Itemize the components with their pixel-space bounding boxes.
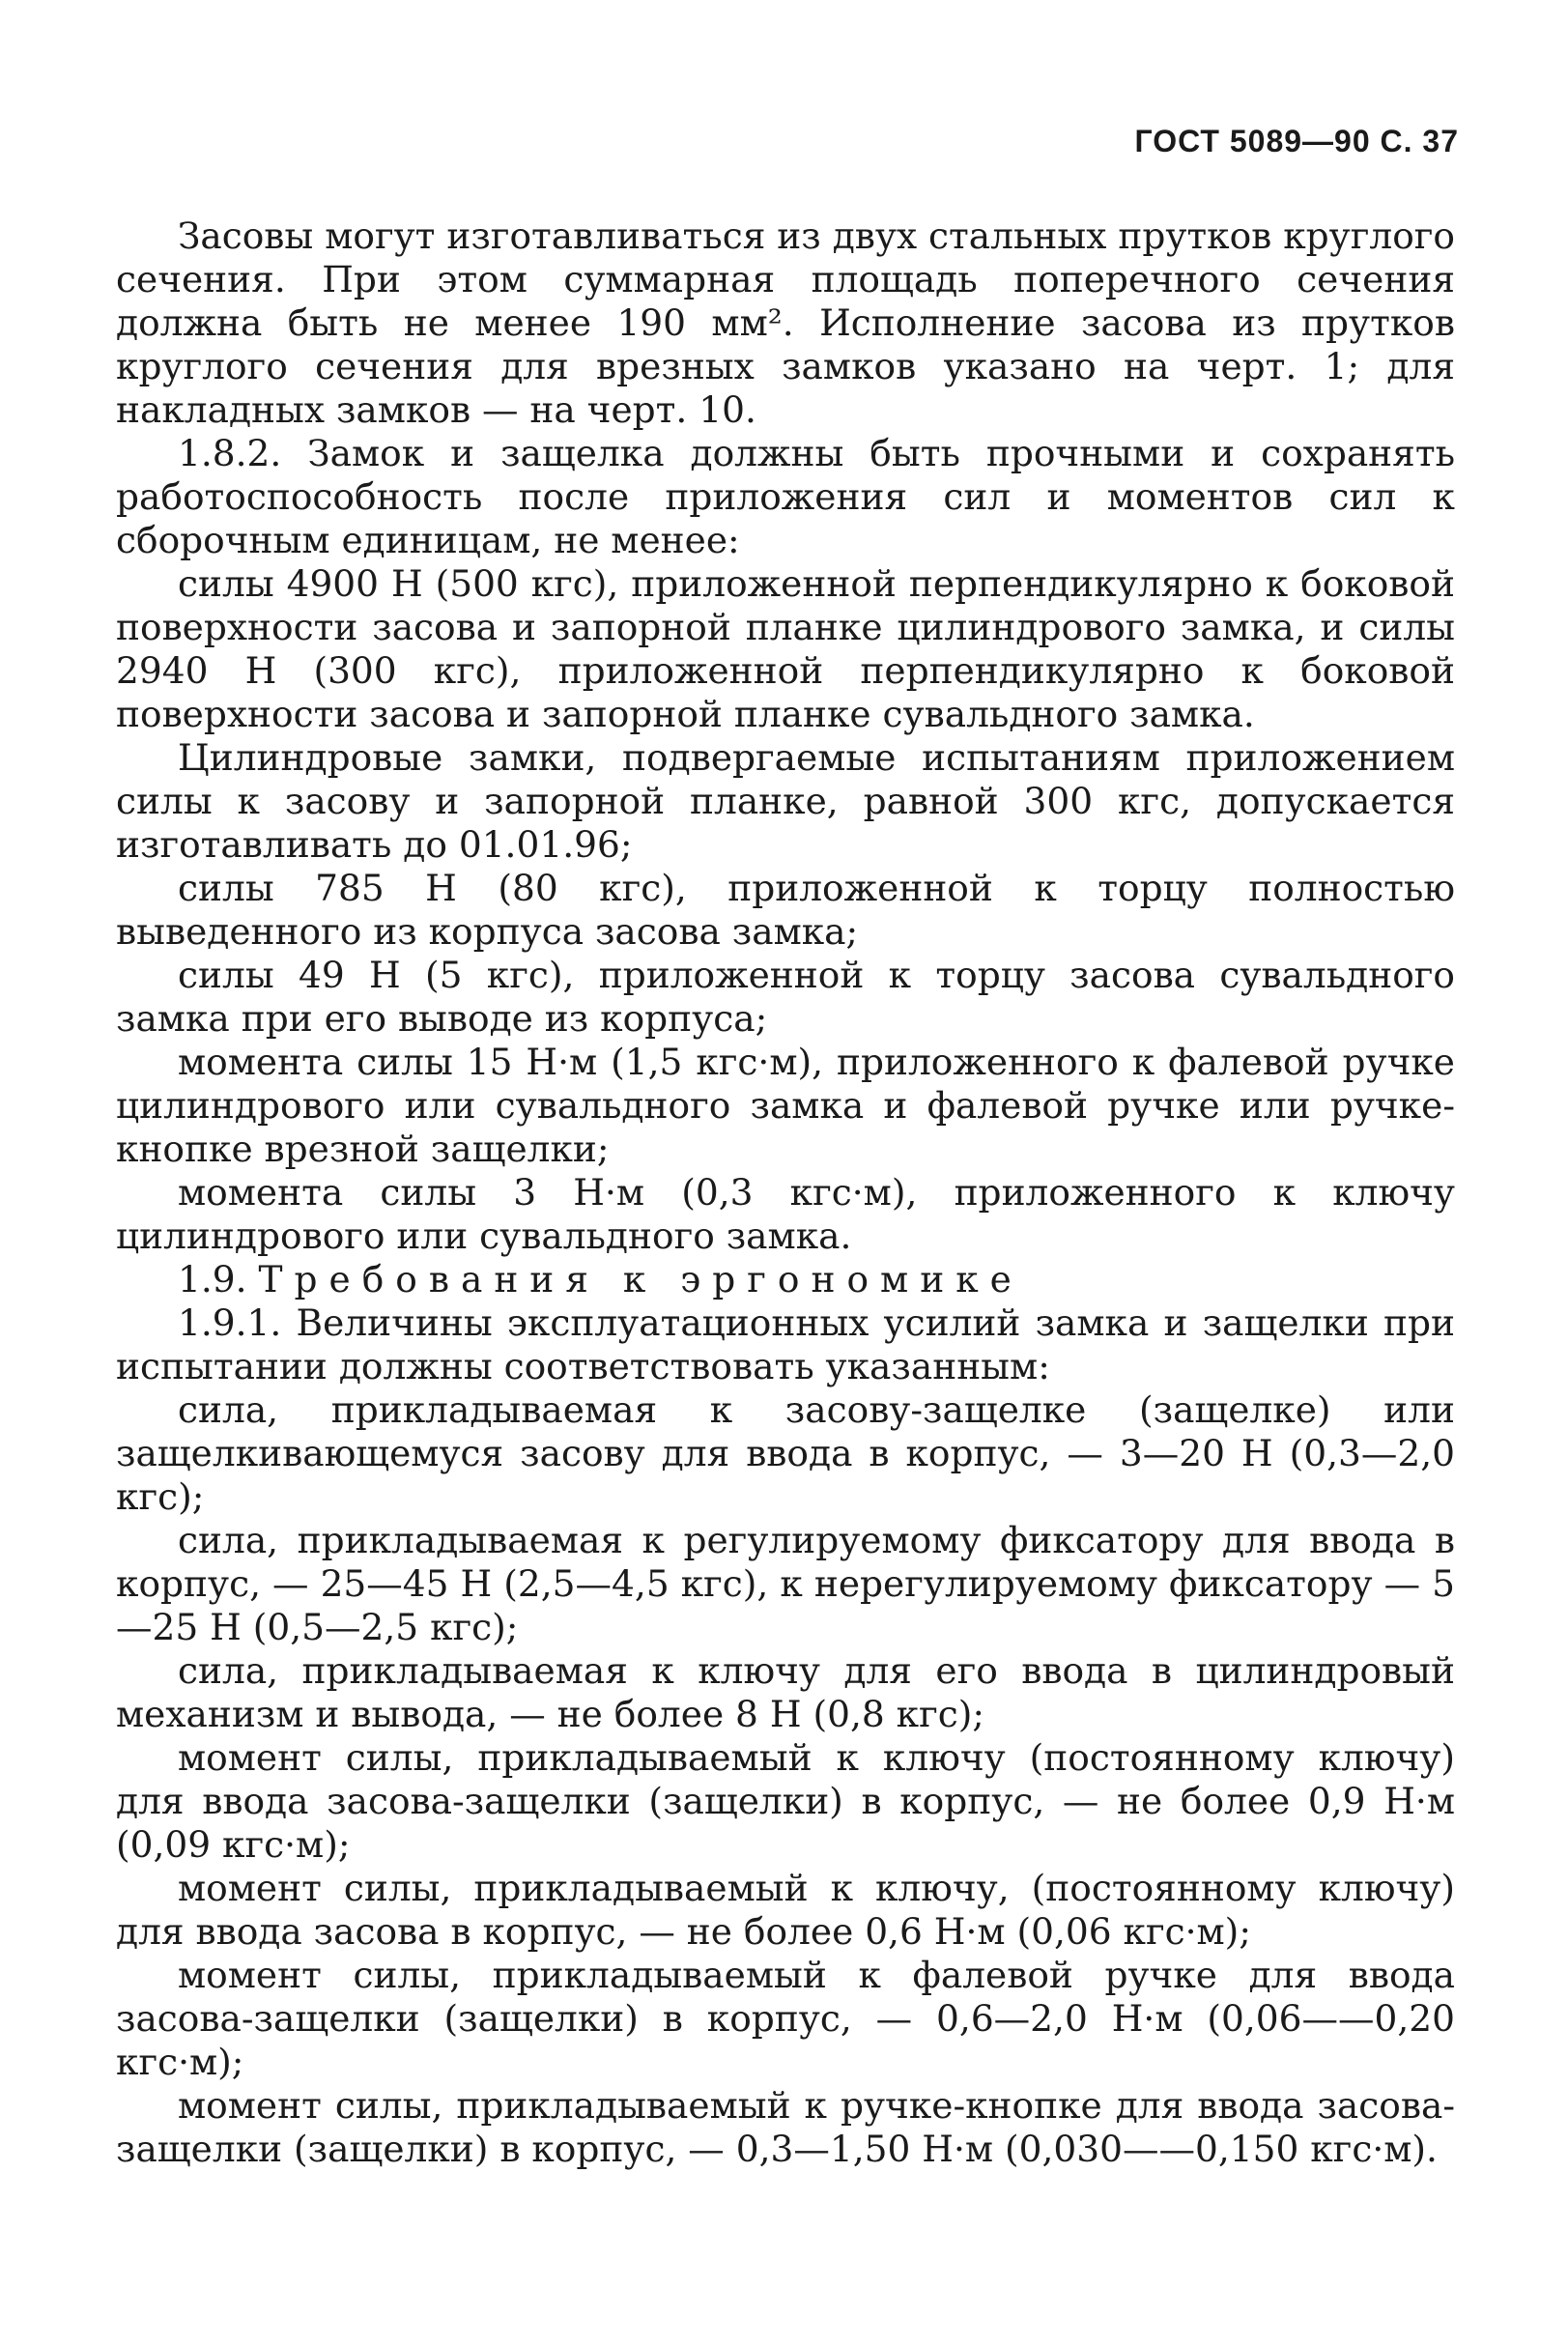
paragraph-force-785: силы 785 Н (80 кгс), приложенной к торцу полностью выведенного из корпуса засова замка; — [116, 867, 1455, 953]
paragraph-moment-3: момента силы 3 Н·м (0,3 кгс·м), приложенного к ключу цилиндрового или сувальдного замка. — [116, 1171, 1455, 1257]
paragraph-key-force: сила, прикладываемая к ключу для его ввода в цилиндровый механизм и вывода, — не более 8 Н (0,8 кгс); — [116, 1649, 1455, 1735]
paragraph-knob-moment: момент силы, прикладываемый к ручке-кнопке для ввода засова-защелки (защелки) в корпус, — 0,3—1,50 Н·м (0,030——0,150 кгс·м). — [116, 2084, 1455, 2170]
paragraph-bolt-rods: Засовы могут изготавливаться из двух стальных прутков круглого сечения. При этом суммарная площадь поперечного сечения должна быть не менее 190 мм². Исполнение засова из прутков круглого сечения для врезных замков указано на черт. 1; для накладных замков — на черт. 10. — [116, 214, 1455, 431]
paragraph-cylinder-locks: Цилиндровые замки, подвергаемые испытаниям приложением силы к засову и запорной планке, равной 300 кгс, допускается изготавливать до 01.01.96; — [116, 736, 1455, 866]
paragraph-force-49: силы 49 Н (5 кгс), приложенной к торцу засова сувальдного замка при его выводе из корпуса; — [116, 954, 1455, 1040]
paragraph-key-moment-latch: момент силы, прикладываемый к ключу (постоянному ключу) для ввода засова-защелки (защелки) в корпус, — не более 0,9 Н·м (0,09 кгс·м); — [116, 1736, 1455, 1866]
paragraph-force-4900: силы 4900 Н (500 кгс), приложенной перпендикулярно к боковой поверхности засова и запорной планке цилиндрового замка, и силы 2940 Н (300 кгс), приложенной перпендикулярно к боковой поверхности засова и запорной планке сувальдного замка. — [116, 562, 1455, 735]
paragraph-1-8-2: 1.8.2. Замок и защелка должны быть прочными и сохранять работоспособность после приложения сил и моментов сил к сборочным единицам, не менее: — [116, 432, 1455, 561]
section-heading — [116, 1258, 1455, 1301]
section-number: 1.9. — [178, 1258, 247, 1301]
paragraph-latch-force: сила, прикладываемая к засову-защелке (защелке) или защелкивающемуся засову для ввода в корпус, — 3—20 Н (0,3—2,0 кгс); — [116, 1388, 1455, 1518]
paragraph-key-moment-bolt: момент силы, прикладываемый к ключу, (постоянному ключу) для ввода засова в корпус, — не более 0,6 Н·м (0,06 кгс·м); — [116, 1867, 1455, 1953]
paragraph-moment-15: момента силы 15 Н·м (1,5 кгс·м), приложенного к фалевой ручке цилиндрового или сувальдного замка и фалевой ручке или ручке-кнопке врезной защелки; — [116, 1041, 1455, 1170]
paragraph-fixator-force: сила, прикладываемая к регулируемому фиксатору для ввода в корпус, — 25—45 Н (2,5—4,5 кгс), к нерегулируемому фиксатору — 5—25 Н (0,5—2,5 кгс); — [116, 1519, 1455, 1648]
body-text — [116, 214, 1455, 2171]
page-header: ГОСТ 5089—90 С. 37 — [1134, 124, 1459, 158]
paragraph-1-9-1: 1.9.1. Величины эксплуатационных усилий замка и защелки при испытании должны соответствовать указанным: — [116, 1301, 1455, 1387]
section-title: Требования к эргономике — [258, 1258, 1023, 1301]
paragraph-handle-moment: момент силы, прикладываемый к фалевой ручке для ввода засова-защелки (защелки) в корпус, — 0,6—2,0 Н·м (0,06——0,20 кгс·м); — [116, 1954, 1455, 2083]
